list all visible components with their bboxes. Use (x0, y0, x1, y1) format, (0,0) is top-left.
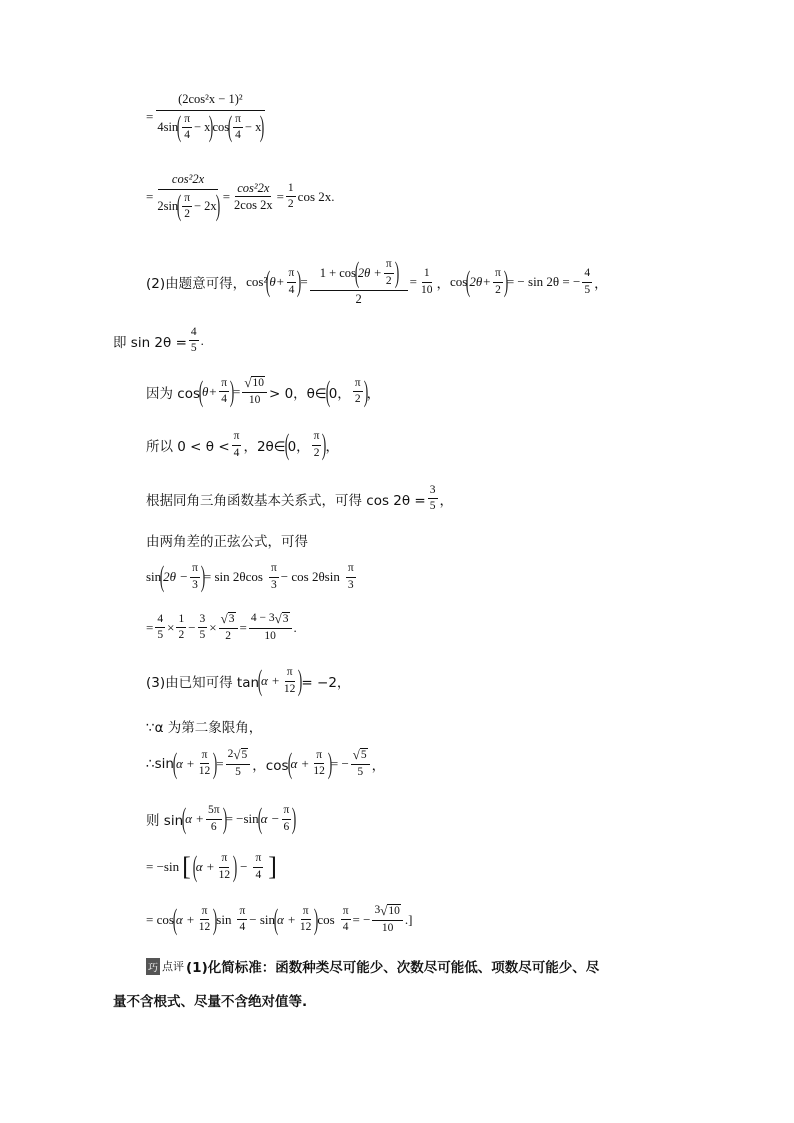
ten: 10 (248, 393, 261, 406)
theta-plus: θ+ (269, 274, 285, 290)
radicand: 3 (228, 613, 235, 625)
pi: π (200, 905, 210, 920)
five: 5 (235, 765, 241, 778)
comma: ， (325, 439, 339, 455)
review-text: (1)化简标准：函数种类尽可能少、次数尽可能低、项数尽可能少、尽 (186, 960, 600, 976)
sin-text: sin (216, 911, 232, 927)
four: 4 (255, 868, 262, 881)
comma: ， (366, 385, 381, 402)
zero: 0， (287, 439, 310, 455)
equals-sign: = (300, 274, 308, 290)
alpha-plus: α + (175, 911, 195, 927)
pi-over-12 (217, 852, 233, 881)
equals-sign: = (146, 109, 154, 125)
four: 4 (582, 267, 592, 282)
six: 6 (283, 820, 290, 833)
six: 6 (210, 820, 217, 833)
one-tenth (419, 267, 435, 296)
eq-line-15 (146, 852, 280, 882)
alpha-plus: α + (261, 673, 280, 688)
fraction (232, 181, 275, 213)
four: 4 (221, 393, 227, 406)
sqrt5-over-5 (351, 748, 370, 779)
review-line-2 (113, 990, 307, 1010)
numerator: cos²2x (158, 172, 218, 190)
pi: π (301, 905, 311, 920)
left-bracket: [ (182, 852, 191, 881)
pi-over-12 (298, 905, 314, 934)
right-paren: ) (200, 560, 206, 593)
one-half (286, 182, 296, 211)
numerator (242, 376, 267, 393)
two: 2 (354, 393, 361, 406)
left-paren: ( (181, 802, 187, 835)
three: 3 (428, 484, 438, 499)
pi-over-4 (287, 267, 297, 296)
pi-over-12 (197, 905, 213, 934)
denominator: 2 (355, 292, 362, 306)
pi: π (269, 562, 279, 577)
radicand: 3 (282, 613, 289, 625)
twelve: 12 (313, 765, 325, 778)
four-fifths (189, 326, 199, 355)
three-fifths (428, 484, 438, 513)
right-paren: ) (503, 265, 509, 299)
comma: ， (436, 276, 451, 293)
statement: 根据同角三角函数基本关系式，可得 cos 2θ = (146, 492, 426, 509)
radical-sign: √ (380, 903, 388, 918)
right-paren: ) (229, 374, 235, 408)
one-plus-cos: 1 + cos (319, 265, 356, 280)
five: 5 (357, 765, 364, 778)
left-paren: ( (287, 746, 292, 780)
review-label: 点评 (162, 960, 184, 973)
alpha-minus: α − (260, 811, 280, 826)
cos-text: cos (317, 911, 335, 927)
pi-over-4 (341, 905, 351, 934)
pi: π (190, 562, 200, 577)
expansion-a: = sin 2θcos (203, 569, 263, 584)
three: 3 (347, 578, 354, 591)
twelve: 12 (198, 765, 211, 778)
radical-sign: √ (244, 375, 252, 390)
eq-line-2 (146, 172, 335, 221)
pi-over-3 (346, 562, 356, 591)
equals-neg-two: = −2， (301, 675, 351, 691)
three: 3 (198, 613, 208, 628)
pi: π (314, 749, 324, 764)
statement: 所以 0 < θ < (146, 439, 230, 455)
one: 1 (176, 613, 186, 628)
ten: 10 (421, 283, 433, 296)
cos-squared: cos² (246, 274, 268, 290)
four: 4 (342, 921, 349, 934)
comma: ， (594, 276, 608, 293)
radicand: 10 (252, 377, 264, 389)
fraction (155, 92, 265, 142)
eq-line-16 (146, 904, 412, 935)
numerator: (2cos²x − 1)² (156, 92, 265, 111)
pi: π (285, 666, 295, 681)
pi: π (219, 852, 229, 867)
left-paren: ( (176, 110, 182, 144)
left-paren: ( (257, 664, 263, 697)
expansion-b: − cos 2θsin (280, 569, 340, 584)
two: 2 (287, 198, 294, 211)
numerator (351, 748, 370, 765)
two-theta-in: ，2θ∈ (243, 439, 286, 455)
two: 2 (313, 446, 320, 459)
two-theta-plus: 2θ+ (469, 274, 492, 290)
ten: 10 (264, 629, 276, 642)
five: 5 (584, 283, 591, 296)
eq-line-5 (146, 376, 380, 407)
left-paren: ( (266, 265, 271, 299)
four: 4 (184, 128, 190, 141)
pi: π (312, 430, 322, 445)
four: 4 (288, 283, 295, 296)
radicand: 5 (360, 749, 367, 761)
two: 2 (495, 283, 501, 296)
eq-line-1 (146, 92, 267, 142)
left-paren: ( (172, 746, 178, 780)
right-paren: ) (213, 902, 218, 936)
sqrt10-over-10 (242, 376, 267, 407)
pi-over-4 (237, 905, 247, 934)
result-fraction (249, 612, 292, 643)
statement: 由两角差的正弦公式，可得 (146, 534, 308, 550)
zero: 0， (328, 385, 351, 402)
three-fifths (198, 613, 208, 642)
fraction (310, 258, 408, 306)
four: 4 (233, 446, 240, 459)
four-fifths (155, 613, 165, 642)
radical-sign: √ (274, 611, 282, 626)
equals-neg-sin: = −sin (146, 859, 180, 874)
four: 4 (239, 921, 246, 934)
pi: π (232, 430, 242, 445)
equals-sign: = (276, 188, 284, 204)
two-theta-plus: 2θ + (357, 265, 382, 280)
eq-line-8 (146, 530, 308, 550)
pi-over-2 (312, 430, 322, 459)
statement: 即 sin 2θ = (113, 334, 187, 351)
radicand: 5 (241, 749, 248, 761)
radical-sign: √ (233, 747, 241, 762)
four: 4 (155, 613, 165, 628)
right-paren: ) (298, 664, 303, 697)
left-paren: ( (198, 374, 204, 408)
equals-neg-sin: = − sin 2θ = − (506, 274, 581, 290)
two: 2 (225, 629, 231, 642)
pi: π (493, 267, 503, 282)
pi-over-2 (384, 258, 394, 287)
pi: π (237, 905, 247, 920)
denominator (155, 190, 220, 221)
result-fraction (372, 904, 402, 935)
two: 2 (385, 274, 392, 287)
right-paren: ) (222, 802, 227, 835)
right-paren: ) (232, 850, 238, 883)
denominator (155, 111, 265, 142)
one: 1 (422, 267, 432, 282)
left-paren: ( (466, 265, 471, 299)
one: 1 (286, 182, 296, 197)
three: 3 (192, 578, 198, 591)
right-paren: ) (322, 428, 327, 461)
eq-line-14 (146, 804, 295, 834)
eq-line-11 (146, 666, 350, 696)
left-paren: ( (192, 850, 198, 883)
four-minus-three: 4 − 3 (250, 612, 275, 624)
eq-line-12 (146, 716, 262, 736)
right-paren: ) (314, 902, 319, 936)
equals-sign: = (239, 619, 247, 635)
eq-line-6 (146, 430, 339, 460)
numerator (219, 612, 238, 629)
equals-cos: = cos (146, 911, 174, 927)
statement: ∵α 为第二象限角， (146, 720, 263, 736)
left-paren: ( (354, 256, 360, 289)
pi: π (219, 377, 229, 392)
radical-sign: √ (352, 747, 360, 762)
five-pi-over-6 (206, 804, 222, 833)
pi-over-2 (182, 192, 192, 221)
five: 5 (190, 342, 197, 355)
comma: ， (371, 757, 386, 774)
equals-sign: = (146, 188, 154, 204)
sin-text: 4sin (157, 120, 179, 135)
left-paren: ( (172, 902, 178, 936)
eq-line-3 (146, 258, 608, 306)
period-bracket: .] (404, 911, 413, 927)
part-3-heading: (3)由已知可得 tan (146, 675, 260, 691)
therefore-sin: ∴sin (146, 755, 174, 772)
right-paren: ) (260, 110, 265, 144)
right-paren: ) (292, 802, 297, 835)
right-paren: ) (297, 265, 302, 299)
right-paren: ) (213, 746, 218, 780)
numerator: cos²2x (235, 181, 271, 197)
cos-text: cos (212, 120, 230, 135)
equals-sign: = (222, 188, 231, 204)
pi: π (253, 852, 263, 867)
cos-text: cos (450, 274, 468, 290)
then-sin: 则 sin (146, 813, 184, 829)
pi-over-12 (282, 666, 298, 695)
left-paren: ( (227, 110, 233, 144)
right-paren: ) (363, 374, 368, 408)
pi: π (182, 192, 192, 207)
pi: π (353, 377, 363, 392)
eq-line-7 (146, 484, 453, 513)
alpha-plus: α + (185, 811, 204, 826)
eq-line-4 (113, 326, 204, 355)
right-paren: ) (327, 746, 333, 780)
five: 5 (429, 500, 436, 513)
four-fifths (582, 267, 592, 296)
numerator (226, 748, 251, 765)
two: 2 (178, 629, 185, 642)
pi: π (200, 749, 210, 764)
twelve: 12 (283, 682, 296, 695)
pi: π (282, 804, 292, 819)
left-paren: ( (176, 189, 182, 223)
pi-over-2 (493, 267, 503, 296)
pi: π (233, 113, 243, 128)
pi-over-4 (233, 113, 243, 142)
twelve: 12 (198, 921, 211, 934)
four: 4 (235, 128, 241, 141)
five-pi: 5π (206, 804, 222, 819)
review-line-1 (146, 956, 599, 976)
theta-plus: θ+ (202, 383, 218, 399)
equals-sign: = (409, 274, 418, 290)
eq-line-13 (146, 748, 385, 779)
pi: π (384, 258, 394, 273)
pi-over-4 (219, 377, 229, 406)
equals-neg-sin: = −sin (225, 811, 259, 826)
statement: 因为 cos (146, 385, 201, 402)
right-paren: ) (215, 189, 220, 223)
left-paren: ( (284, 428, 289, 461)
times: × (167, 619, 175, 635)
review-text-cont: 量不含根式、尽量不含绝对值等. (113, 994, 308, 1010)
minus: − (240, 859, 248, 874)
five: 5 (157, 629, 164, 642)
period: . (200, 332, 204, 348)
numerator (249, 612, 292, 629)
left-paren: ( (325, 374, 330, 408)
left-paren: ( (273, 902, 279, 936)
sqrt3-over-2 (219, 612, 238, 643)
equals-sign: = (146, 619, 154, 635)
numerator (372, 904, 402, 921)
pi-over-2 (353, 377, 363, 406)
equals-neg: = − (330, 755, 349, 771)
two: 2 (227, 748, 234, 760)
times: × (209, 619, 217, 635)
three: 3 (271, 578, 277, 591)
eq-line-9 (146, 562, 358, 592)
two-sqrt5-over-5 (226, 748, 251, 779)
minus-x: − x (244, 120, 262, 135)
pi: π (346, 562, 356, 577)
five: 5 (199, 629, 206, 642)
pi-over-3 (190, 562, 200, 591)
two: 2 (184, 207, 190, 220)
radicand: 10 (388, 905, 400, 917)
pi: π (182, 113, 192, 128)
pi-over-4 (253, 852, 263, 881)
pi-over-4 (232, 430, 242, 459)
eq-line-10 (146, 612, 297, 643)
left-paren: ( (257, 802, 262, 835)
three: 3 (374, 904, 381, 916)
part-2-heading: (2)由题意可得， (146, 276, 247, 293)
equals-sign: = (216, 755, 224, 771)
pi-over-3 (269, 562, 279, 591)
minus-x: − x (194, 120, 211, 135)
period: . (293, 619, 297, 635)
alpha-plus: α + (175, 755, 195, 771)
sin-text: sin (146, 569, 162, 584)
equals-sign: = (233, 383, 241, 399)
tip-badge-icon: 巧 (146, 958, 160, 975)
equals-neg: = − (352, 911, 371, 927)
fraction (155, 172, 220, 221)
ten: 10 (381, 921, 394, 934)
minus-sin: − sin (249, 911, 276, 927)
right-paren: ) (394, 256, 399, 289)
comma: ， (439, 492, 453, 509)
one-half (176, 613, 186, 642)
greater-than-zero: > 0，θ∈ (268, 385, 327, 402)
alpha-plus: α + (195, 859, 215, 874)
two-theta-minus: 2θ − (163, 569, 189, 584)
pi-over-6 (282, 804, 292, 833)
denominator: 2cos 2x (234, 198, 273, 213)
twelve: 12 (299, 921, 312, 934)
twelve: 12 (218, 868, 231, 881)
four: 4 (189, 326, 199, 341)
sin-text: 2sin (157, 199, 179, 214)
comma-cos: ，cos (252, 757, 289, 774)
numerator (310, 258, 408, 291)
pi-over-12 (311, 749, 327, 778)
right-paren: ) (209, 110, 214, 144)
pi-over-4 (182, 113, 192, 142)
radical-sign: √ (220, 611, 228, 626)
pi: π (287, 267, 297, 282)
left-paren: ( (159, 560, 165, 593)
minus-2x: − 2x (194, 199, 217, 214)
cos-2x-text: cos 2x. (297, 188, 335, 204)
right-bracket: ] (268, 852, 277, 881)
alpha-plus: α + (290, 755, 310, 771)
minus: − (188, 619, 196, 635)
alpha-plus: α + (277, 911, 296, 927)
pi: π (341, 905, 351, 920)
pi-over-12 (197, 749, 213, 778)
